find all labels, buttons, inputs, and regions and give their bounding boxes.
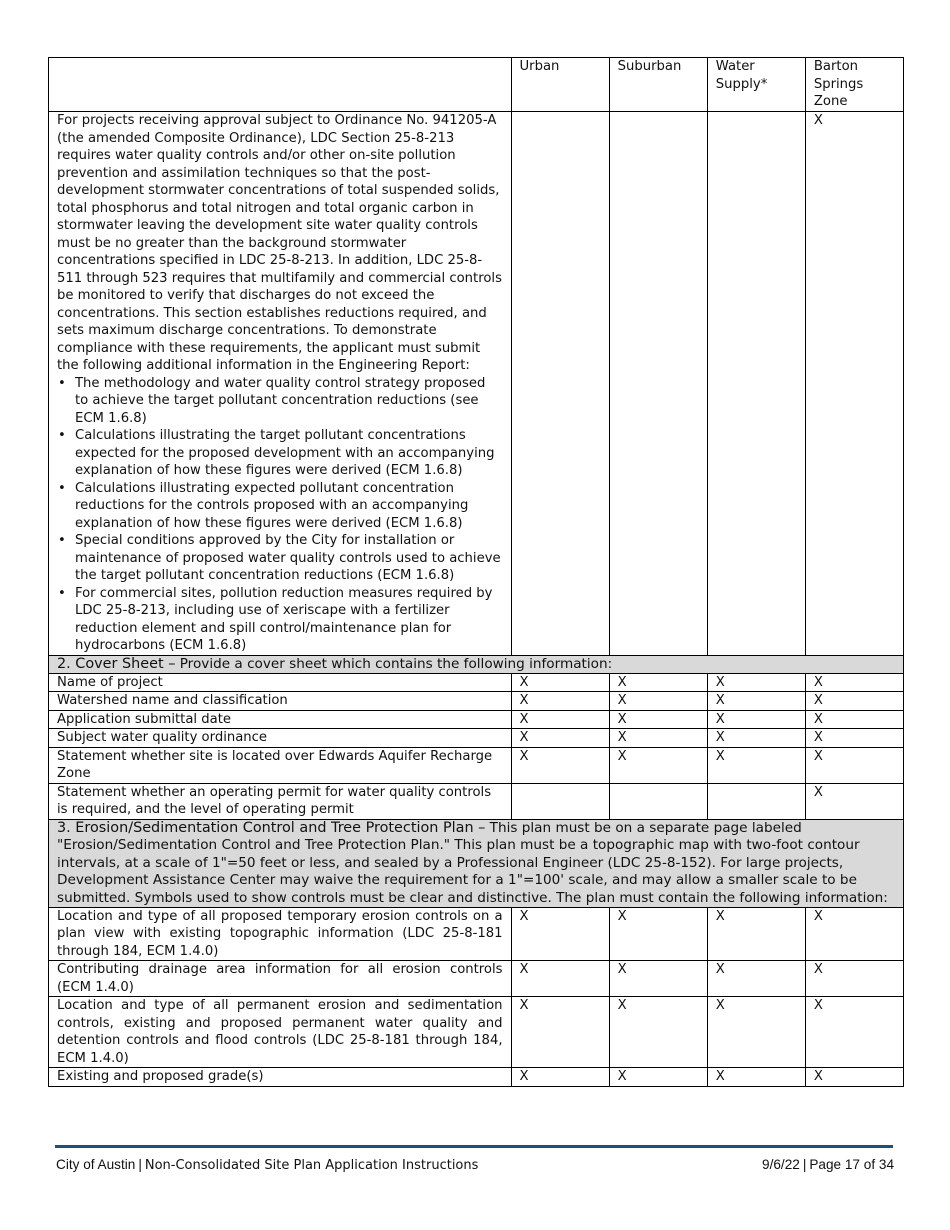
mark-cell: X (511, 1068, 609, 1087)
mark-cell: X (707, 673, 805, 692)
section-description: This plan must be on a separate page labeled "Erosion/Sedimentation Control and Tree Protection Plan." This plan must be a topographic map with two-foot contour intervals, at a scale of 1"=50 feet or less, and sealed by a Professional Engineer (LDC 25-8-152). For large projects, Development Assistance Center may waive the requirement for a 1"=100' scale, and may allow a smaller scale to be submitted. Symbols used to show controls must be clear and distinctive. The plan must contain the following information: (57, 819, 888, 906)
section-header-cover-sheet (49, 655, 904, 673)
table-row (49, 907, 904, 961)
mark-cell: X (805, 112, 903, 656)
list-item: • For commercial sites, pollution reduction measures required by LDC 25-8-213, including use of xeriscape with a fertilizer reduction element and spill control/maintenance plan for hydrocarbons (ECM 1.6.8) (75, 585, 503, 655)
mark-cell: X (707, 907, 805, 961)
page-number: Page 17 of 34 (809, 1157, 894, 1172)
footer-separator: | (138, 1157, 142, 1172)
mark-cell: X (609, 747, 707, 783)
mark-cell: X (805, 710, 903, 729)
mark-cell: X (609, 710, 707, 729)
footer-date: 9/6/22 (762, 1157, 800, 1172)
mark-cell: X (511, 673, 609, 692)
mark-cell: X (511, 692, 609, 711)
mark-cell: X (511, 747, 609, 783)
table-row (49, 997, 904, 1068)
mark-cell (609, 112, 707, 656)
table-row (49, 783, 904, 819)
row-label: Existing and proposed grade(s) (49, 1068, 512, 1087)
footer-divider (55, 1145, 893, 1148)
mark-cell: X (707, 710, 805, 729)
footer-document-title: Non-Consolidated Site Plan Application Instructions (144, 1158, 479, 1173)
table-row (49, 692, 904, 711)
ordinance-bullet-list (57, 375, 503, 655)
mark-cell: X (511, 961, 609, 997)
mark-cell: X (805, 673, 903, 692)
mark-cell: X (609, 997, 707, 1068)
ordinance-text-cell (49, 112, 512, 656)
table-row (49, 1068, 904, 1087)
row-label: Name of project (49, 673, 512, 692)
header-blank-cell (49, 58, 512, 112)
row-label: Contributing drainage area information for all erosion controls (ECM 1.4.0) (49, 961, 512, 997)
header-barton-springs: Barton Springs Zone (805, 58, 903, 112)
row-label: Location and type of all proposed temporary erosion controls on a plan view with existing topographic information (LDC 25-8-181 through 184, ECM 1.4.0) (49, 907, 512, 961)
mark-cell: X (511, 997, 609, 1068)
mark-cell: X (805, 783, 903, 819)
section-title: 3. Erosion/Sedimentation Control and Tree Protection Plan – (57, 819, 486, 836)
mark-cell: X (609, 907, 707, 961)
mark-cell (707, 783, 805, 819)
row-label: Statement whether an operating permit for water quality controls is required, and the level of operating permit (49, 783, 512, 819)
mark-cell (511, 112, 609, 656)
mark-cell (609, 783, 707, 819)
mark-cell: X (805, 997, 903, 1068)
row-label: Location and type of all permanent erosion and sedimentation controls, existing and proposed permanent water quality and detention controls and flood controls (LDC 25-8-181 through 184, ECM 1.4.0) (49, 997, 512, 1068)
ordinance-row (49, 112, 904, 656)
section-title: 2. Cover Sheet – (57, 655, 176, 672)
mark-cell: X (707, 1068, 805, 1087)
mark-cell: X (707, 729, 805, 748)
mark-cell: X (805, 692, 903, 711)
mark-cell: X (707, 747, 805, 783)
row-label: Statement whether site is located over Edwards Aquifer Recharge Zone (49, 747, 512, 783)
mark-cell (511, 783, 609, 819)
table-row (49, 747, 904, 783)
mark-cell: X (707, 961, 805, 997)
mark-cell: X (805, 907, 903, 961)
section-header-cell (49, 819, 904, 907)
row-label: Watershed name and classification (49, 692, 512, 711)
mark-cell: X (511, 710, 609, 729)
row-label: Subject water quality ordinance (49, 729, 512, 748)
row-label: Application submittal date (49, 710, 512, 729)
header-suburban: Suburban (609, 58, 707, 112)
section-description: Provide a cover sheet which contains the following information: (175, 655, 613, 672)
list-item: • Calculations illustrating the target pollutant concentrations expected for the proposed development with an accompanying explanation of how these figures were derived (ECM 1.6.8) (75, 427, 503, 480)
mark-cell: X (609, 729, 707, 748)
footer-separator: | (802, 1157, 807, 1172)
mark-cell: X (805, 747, 903, 783)
section-header-erosion-control (49, 819, 904, 907)
table-row (49, 729, 904, 748)
mark-cell: X (805, 1068, 903, 1087)
footer-org: City of Austin (56, 1157, 136, 1172)
table-row (49, 673, 904, 692)
mark-cell: X (511, 907, 609, 961)
mark-cell: X (609, 692, 707, 711)
list-item: • Special conditions approved by the City for installation or maintenance of proposed water quality controls used to achieve the target pollutant concentration reductions (ECM 1.6.8) (75, 532, 503, 585)
section-header-cell (49, 655, 904, 673)
header-urban: Urban (511, 58, 609, 112)
mark-cell: X (609, 961, 707, 997)
footer-left (56, 1157, 478, 1173)
mark-cell: X (511, 729, 609, 748)
mark-cell: X (805, 729, 903, 748)
table-header-row (49, 58, 904, 112)
mark-cell: X (707, 692, 805, 711)
table-row (49, 961, 904, 997)
footer-right (762, 1157, 894, 1172)
header-water-supply: Water Supply* (707, 58, 805, 112)
mark-cell: X (805, 961, 903, 997)
table-row (49, 710, 904, 729)
list-item: • Calculations illustrating expected pollutant concentration reductions for the controls proposed with an accompanying explanation of how these figures were derived (ECM 1.6.8) (75, 480, 503, 533)
ordinance-paragraph: For projects receiving approval subject to Ordinance No. 941205-A (the amended Composite Ordinance), LDC Section 25-8-213 requires water quality controls and/or other on-site pollution prevention and assimilation techniques so that the post-development stormwater concentrations of total suspended solids, total phosphorus and total nitrogen and total organic carbon in stormwater leaving the development site water quality controls must be no greater than the background stormwater concentrations specified in LDC 25-8-213. In addition, LDC 25-8-511 through 523 requires that multifamily and commercial controls be monitored to verify that discharges do not exceed the concentrations. This section establishes reductions required, and sets maximum discharge concentrations. To demonstrate compliance with these requirements, the applicant must submit the following additional information in the Engineering Report: (57, 113, 502, 373)
mark-cell: X (609, 1068, 707, 1087)
list-item: • The methodology and water quality control strategy proposed to achieve the target pollutant concentration reductions (see ECM 1.6.8) (75, 375, 503, 428)
mark-cell (707, 112, 805, 656)
mark-cell: X (609, 673, 707, 692)
requirements-table (48, 57, 904, 1087)
mark-cell: X (707, 997, 805, 1068)
